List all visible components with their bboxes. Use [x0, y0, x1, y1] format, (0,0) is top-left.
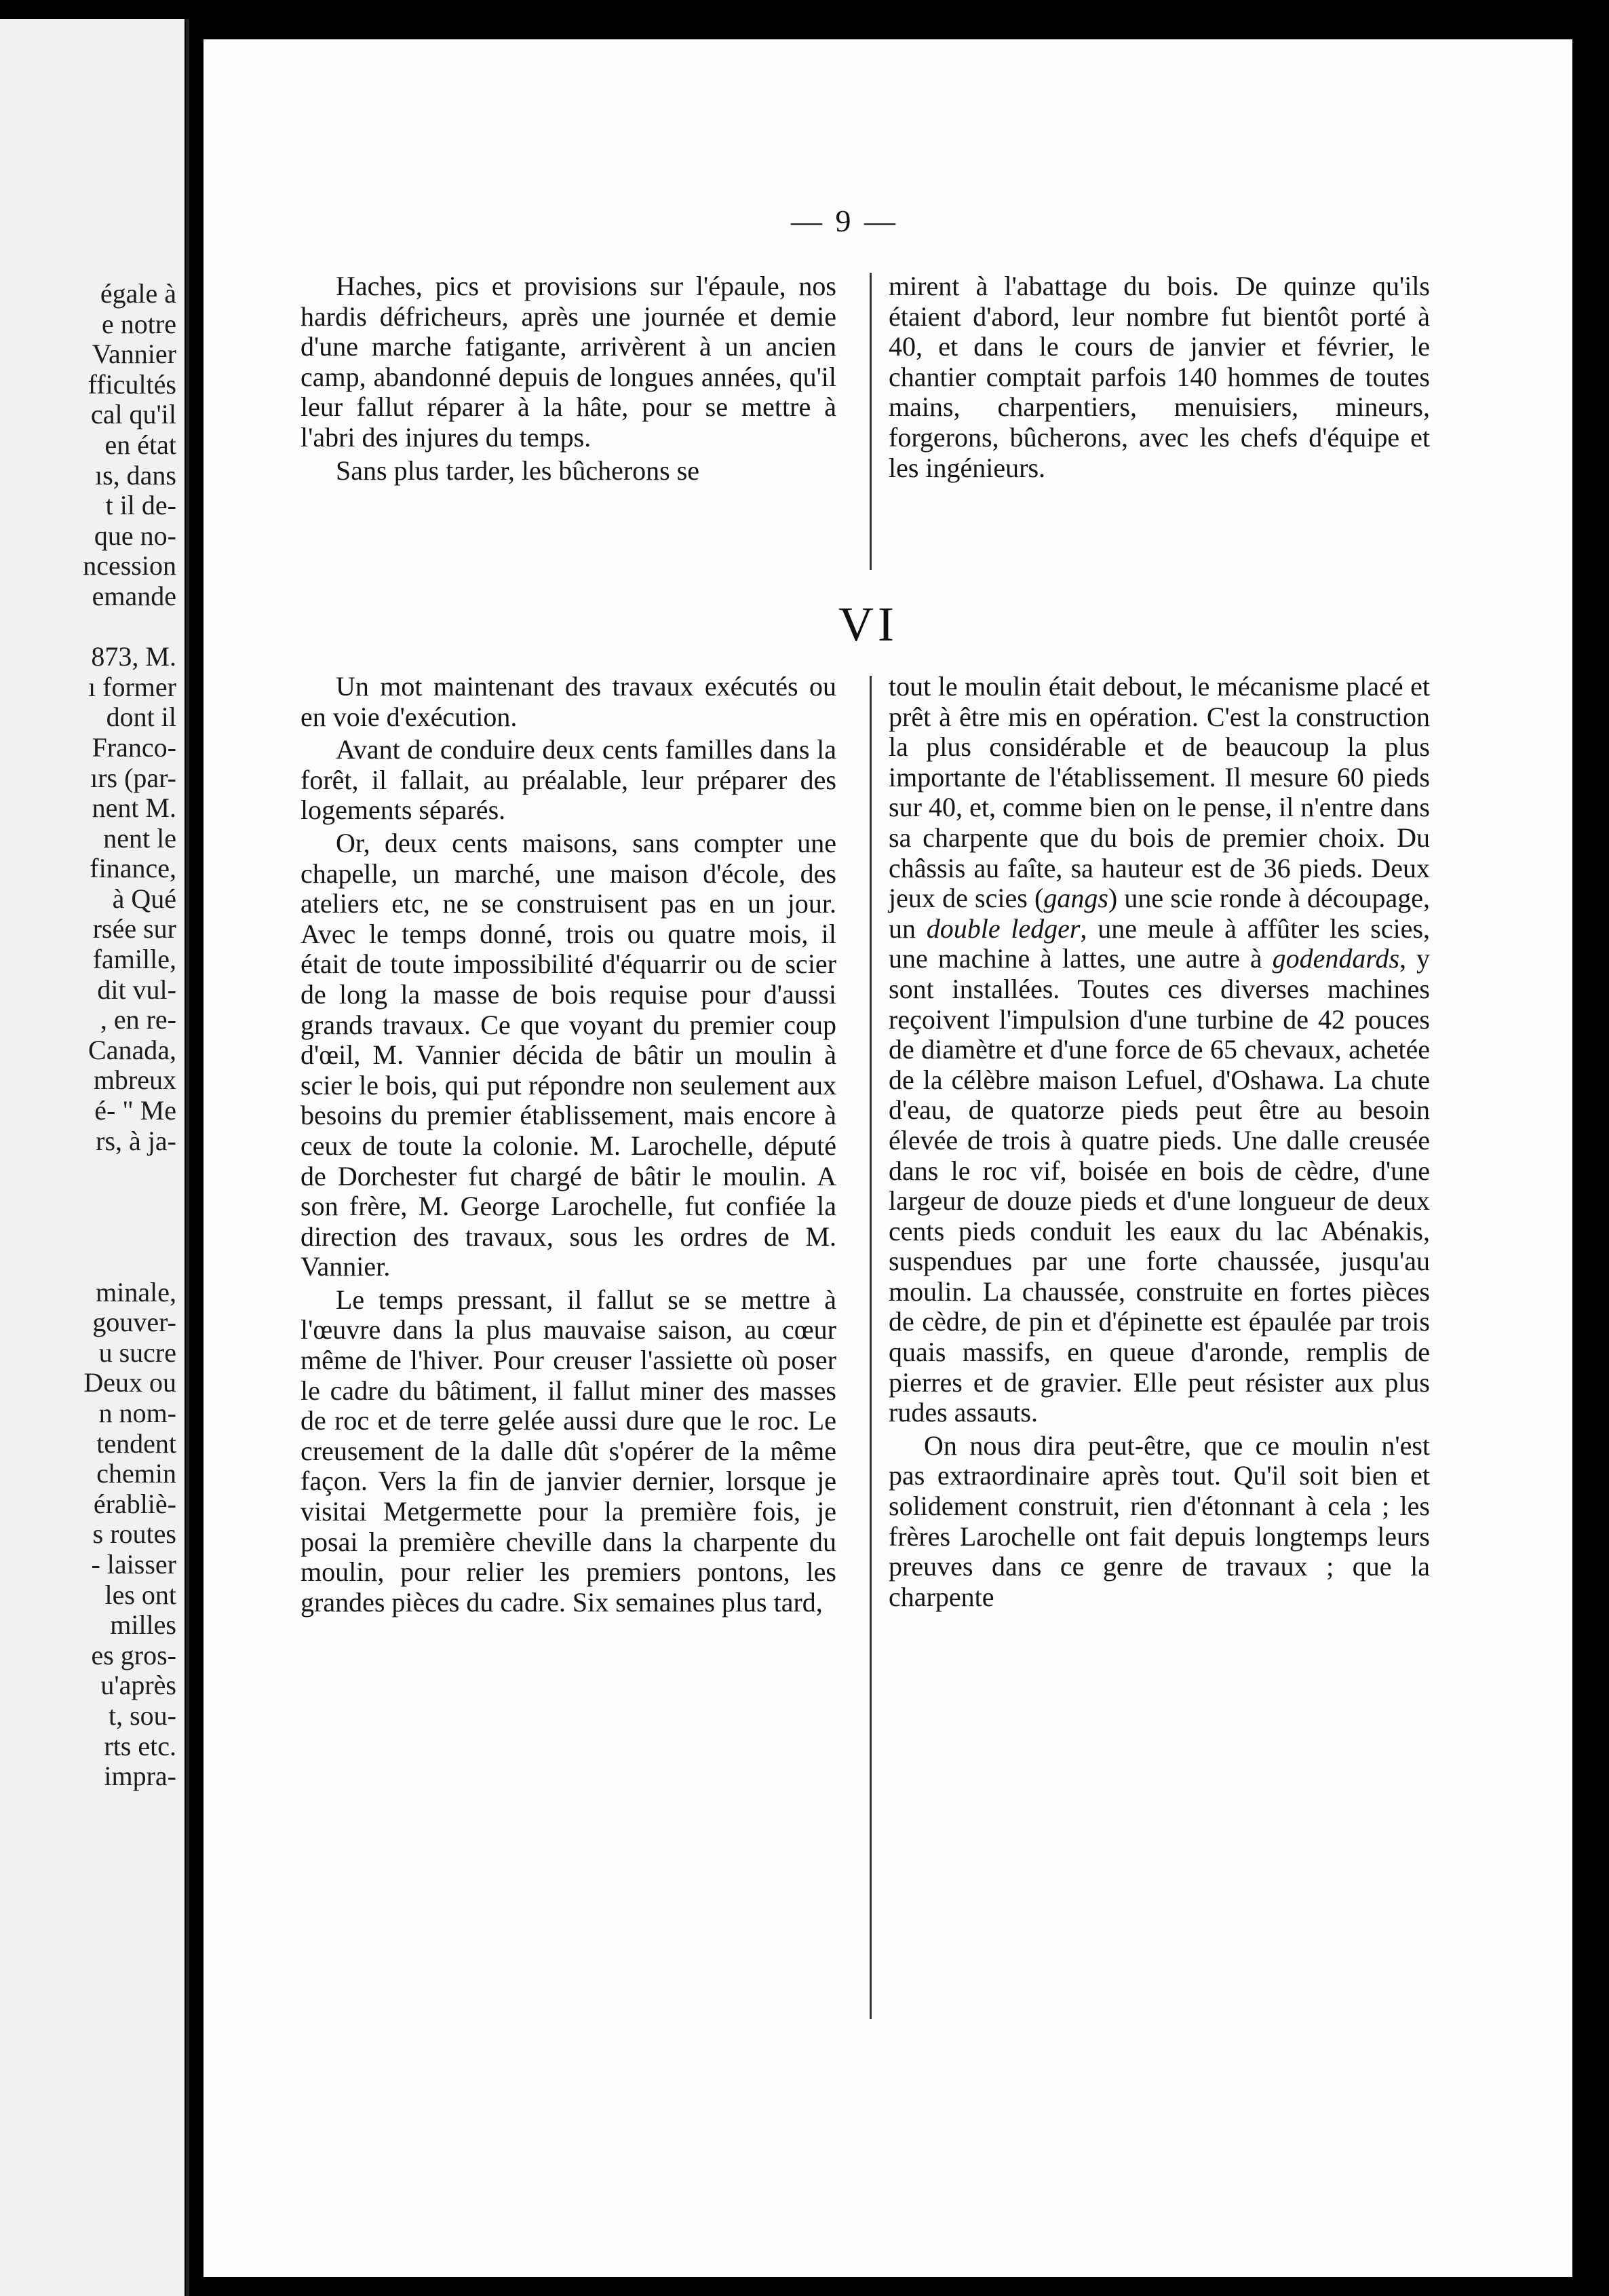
facing-page-line — [0, 1247, 176, 1278]
paragraph: Un mot maintenant des travaux exécutés ou en voie d'exécution. — [301, 671, 836, 732]
facing-page-line: Franco- — [92, 731, 176, 763]
facing-page-line: érabliè- — [93, 1488, 176, 1519]
facing-page-line: mbreux — [93, 1065, 176, 1096]
facing-page-line: égale à — [100, 278, 176, 309]
facing-page-line: rts etc. — [104, 1730, 176, 1761]
book-gutter — [186, 19, 189, 2296]
scan-right-border — [1572, 0, 1609, 2296]
facing-page-line: chemin — [96, 1458, 176, 1489]
column-rule — [870, 676, 872, 2019]
facing-page-line: u'après — [100, 1670, 176, 1701]
facing-page-line — [0, 1187, 176, 1217]
facing-page-line: cal qu'il — [90, 399, 176, 430]
column-right-bottom — [889, 672, 1430, 1612]
facing-page-line: impra- — [104, 1761, 176, 1792]
facing-page-line: es gros- — [91, 1639, 176, 1670]
facing-page-line: n nom- — [98, 1397, 176, 1428]
facing-page-line: ı former — [88, 671, 176, 702]
facing-page-line: fficultés — [88, 368, 176, 400]
facing-page-line: nent le — [103, 822, 176, 854]
facing-page-line: rsée sur — [92, 913, 176, 944]
facing-page-line: les ont — [104, 1579, 176, 1610]
text-run: , y sont installées. Toutes ces diverses machines reçoivent l'impulsion d'une turbine de 42 pouces de diamètre et d'une force de 65 chevaux, achetée de la célèbre maison Lefuel, d'Oshawa. La chute d'eau, de quatorze pieds peut être au besoin élevée de trois à quatre pieds. Une dalle creusée dans le roc vif, boisée en bois de cèdre, d'une largeur de douze pieds et d'une longueur de deux cents pieds conduit les eaux du lac Abénakis, suspendues par une forte chaussée, jusqu'au moulin. La chaussée, construite en fortes pièces de cèdre, de pin et d'épinette est épaulée par trois quais massifs, en queue d'aronde, remplis de pierres et de gravier. Elle peut résister aux plus rudes assauts. — [889, 943, 1431, 1428]
facing-page-line — [0, 1217, 176, 1247]
paragraph: Le temps pressant, il fallut se se mettre à l'œuvre dans la plus mauvaise saison, au cœur même de l'hiver. Pour creuser l'assiette où poser le cadre du bâtiment, il fallut miner des masses de roc et de terre gelée aussi dure que le roc. Le creusement de la dalle dût s'opérer de la même façon. Vers la fin de janvier dernier, lorsque je visitai Metgermette pour la première fois, je posai la première cheville dans la charpente du moulin, pour relier les premiers pontons, les grandes pièces du cadre. Six semaines plus tard, — [301, 1284, 836, 1618]
facing-page-line: e notre — [102, 308, 176, 339]
scan-top-border — [203, 20, 1609, 39]
paragraph: Sans plus tarder, les bûcherons se — [336, 455, 700, 486]
facing-page-line: t il de- — [105, 490, 176, 521]
facing-page-line: rs, à ja- — [96, 1125, 176, 1156]
page-number: — 9 — — [791, 204, 898, 238]
facing-page-line: famille, — [92, 944, 176, 975]
facing-page-line: 873, M. — [91, 641, 176, 672]
facing-page-line: s routes — [92, 1518, 176, 1550]
facing-page-line: en état — [104, 429, 176, 460]
facing-page-line: , en re- — [100, 1004, 176, 1035]
facing-page-line: à Qué — [112, 883, 176, 914]
facing-page-fragment — [0, 19, 185, 2296]
facing-page-line: ırs (par- — [90, 762, 176, 793]
facing-page-line: u sucre — [98, 1337, 176, 1368]
facing-page-line: Vannier — [92, 339, 176, 370]
column-right-top — [889, 271, 1430, 483]
facing-page-line: t, sou- — [109, 1700, 176, 1731]
text-run: ) une scie ronde à découpage, un — [889, 883, 1431, 944]
paragraph: On nous dira peut-être, que ce moulin n'est pas extraordinaire après tout. Qu'il soit bien et solidement construit, rien d'étonnant à cela ; les frères Larochelle ont fait depuis longtemps leurs preuves dans ce genre de travaux ; que la charpente — [889, 1430, 1430, 1612]
facing-page-line: é- " Me — [94, 1095, 176, 1126]
facing-page-line: milles — [110, 1609, 176, 1641]
column-left-bottom — [301, 672, 836, 1618]
facing-page-line: ncession — [83, 550, 176, 581]
facing-page-line: dont il — [106, 702, 176, 733]
facing-page-line: que no- — [94, 520, 176, 551]
facing-page-line: finance, — [90, 853, 176, 884]
paragraph — [889, 672, 1430, 1428]
facing-page-line: minale, — [96, 1276, 176, 1307]
facing-page-line: tendent — [96, 1428, 176, 1459]
facing-page-line: ıs, dans — [95, 459, 176, 491]
text-run: , une meule à affûter les scies, une machine à lattes, une autre à — [889, 913, 1431, 974]
italic-term: gangs — [1043, 883, 1108, 914]
section-heading: VI — [838, 597, 898, 651]
facing-page-line — [0, 1156, 176, 1187]
paragraph: Haches, pics et provisions sur l'épaule, nos hardis défricheurs, après une journée et demie d'une marche fatigante, arrivèrent à un ancien camp, abandonné depuis de longues années, qu'il leur fallut réparer à la hâte, pour se mettre à l'abri des injures du temps. — [301, 271, 836, 453]
paragraph: Avant de conduire deux cents familles dans la forêt, il fallait, au préalable, leur préparer des logements séparés. — [301, 734, 836, 826]
italic-term: double ledger — [926, 913, 1081, 944]
facing-page-line — [0, 612, 176, 643]
facing-page-line: - laisser — [91, 1548, 176, 1580]
facing-page-line: dit vul- — [97, 974, 176, 1005]
facing-page-line: gouver- — [92, 1307, 176, 1338]
paragraph: Or, deux cents maisons, sans compter une chapelle, un marché, une maison d'école, des ateliers etc, ne se construisent pas en un jour. Avec le temps donné, trois ou quatre mois, il était de toute impossibilité d'équarrir ou de scier de long la masse de bois requise pour d'aussi grands travaux. Ce que voyant du premier coup d'œil, M. Vannier décida de bâtir un moulin à scier le bois, qui put répondre non seulement aux besoins du premier établissement, mais encore à ceux de toute la colonie. M. Larochelle, député de Dorchester fut chargé de bâtir le moulin. A son frère, M. George Larochelle, fut confiée la direction des travaux, sous les ordres de M. Vannier. — [301, 827, 836, 1282]
facing-page-text — [0, 279, 176, 1792]
paragraph: mirent à l'abattage du bois. De quinze qu'ils étaient d'abord, leur nombre fut bientôt porté à 40, et dans le cours de janvier et février, le chantier comptait parfois 140 hommes de toutes mains, charpentiers, menuisiers, mineurs, forgerons, bûcherons, avec les chefs d'équipe et les ingénieurs. — [889, 271, 1430, 483]
column-left-top — [301, 271, 836, 486]
facing-page-line: nent M. — [92, 792, 176, 824]
column-rule — [870, 273, 872, 570]
facing-page-line: Deux ou — [83, 1367, 176, 1398]
facing-page-line: emande — [92, 580, 176, 611]
facing-page-line: Canada, — [88, 1034, 176, 1065]
italic-term: godendards — [1272, 943, 1400, 974]
text-run: tout le moulin était debout, le mécanisme placé et prêt à être mis en opération. C'est la construction la plus considérable et de beaucoup la plus importante de l'établissement. Il mesure 60 pieds sur 40, et, comme bien on le pense, il n'entre dans sa charpente que du bois de premier choix. Du châssis au faîte, sa hauteur est de 36 pieds. Deux jeux de scies ( — [889, 671, 1430, 914]
